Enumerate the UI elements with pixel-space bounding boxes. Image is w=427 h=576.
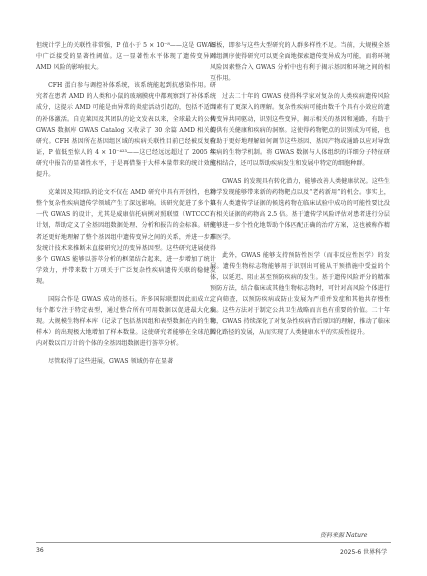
footer-divider xyxy=(36,542,391,543)
issue-label: 2025-6 世界科学 xyxy=(340,549,388,556)
paragraph: 此外，GWAS 能够支持预防性医学（而非反应性医学）的发展。遗传生物标志物能够用于识别出可能从干预措施中受益的个体，以延迟、阻止甚至预防疾病的发生。基于遗传风险评分的精准预防方法，结合临床或其他生物标志物时，可针对高风险个体进行定向筛查，以预防疾病或防止发展为严重并发症和其他共存慢性病。这些方法对于制定公共卫生战略而言也有重要的价值。二十年来，GWAS 持续深化了对复杂性疾病背后原因的理解，推动了临床转化路径的发展，从而实现了人类健康水平的实质性提升。 xyxy=(210,251,390,337)
paragraph: 尽管取得了这些进展，GWAS 领域仍存在显著 xyxy=(48,358,174,366)
paragraph: 过去二十年的 GWAS 使得科学家对复杂的人类疾病遗传风险因素有了更深入的理解。复杂性疾病可能由数千个具有小效应的遗传变异共同驱动，识别这些变异，揭示相关的基因和通路，有助于提供有关健康和疾病的洞察。这使得药物靶点的识别成为可能，也有助于更好地理解如何调节这些基因、基因产物或通路以应对导致疾病的生物学机制。将 GWAS 数据与人体组织的详细分子特征研究相结合，还可以帮助疾病发生和发展中特定的细胞种群。 xyxy=(210,93,390,167)
paragraph: 克莱因及其团队的论文不仅在 AMD 研究中具有开创性，也对整个复杂性疾病遗传学领域产生了深远影响。该研究促进了多个第一代 GWAS 的设计，尤其是威康信托病例对照联盟（WTCCC）计划，帮助定义了全基因组数据处理、分析和报告的金标准。研究者还更好地理解了整个基因组中遗传变异之间的关系，并进一步开发统计技术来推断未直接研究过的变异基因型。这些研究进展使得多个 GWAS 能够以荟萃分析的框架结合起来，进一步增加了统计学效力，并带来数十万项关于广泛复杂性疾病遗传关联的稳健发现。 xyxy=(36,189,216,285)
paragraph: 国际合作是 GWAS 成功的基石。许多国际联盟因此而成立，每个都专注于特定表型，通过整合所有可用数据以促进最大化发现。大规模生物样本库（记录了包括基因组和表型数据在内的生物样本）的出现极大地增加了样本数量。这使研究者能够在全球范围内对数以百万计的个体的全基因组数据进行荟萃分析。 xyxy=(36,295,216,348)
paragraph: 但统计学上的关联性非常强，P 值小于 5 × 10⁻⁸——这是 GWAS 中广泛接受的显著性阈值。这一显著性水平体现了遗传变异对 AMD 风险的影响很大。 xyxy=(36,42,216,72)
left-column xyxy=(36,40,216,375)
paragraph: 短板，即参与这些大型研究的人群多样性不足。当前，大规模全基因组测序使得研究可以更全面地探索遗传变异成为可能，而将环境风险因素整合入 GWAS 分析中也有利于揭示基因和环境之间的相互作用。 xyxy=(210,42,390,83)
paragraph: GWAS 的发现具有转化潜力，能够改善人类健康状况。这些生物学发现能够带来新的药物靶点以及“老药新用”的机会。事实上，具有人类遗传学证据的候选药物在临床试验中成功的可能性要比没有相关证据的药物高 2.5 倍。基于遗传学风险评估对患者进行分层能够进一步个性化地帮助个体匹配正确的治疗方案，这也被称作精准医学。 xyxy=(210,178,390,241)
page-number: 36 xyxy=(36,547,44,554)
paragraph: CFH 蛋白参与调控补体系统，该系统能起到抗感染作用。研究者在患者 AMD 的人类和小鼠的玻璃膜疣中都观察到了补体系统成分，这提示 AMD 可能是由异常的炎症活动引起的，包括不适当的补体激活。自克莱因及其团队的论文发表以来，全球最大的公共 GWAS 数据库 GWAS Catalog 又收录了 30 余篇 AMD 相关的研究。CFH 基因所在基因组区域的疾病关联性目前已经被反复验证，P 值低至惊人的 4 × 10⁻⁴²³——这已经远远超过了 2005 年研究中报告的显著性水平，于是再借鉴于大样本量带来的统计效能提升。 xyxy=(36,82,216,179)
right-column xyxy=(210,40,390,345)
source-credit: 资料来源 Nature xyxy=(320,532,368,539)
